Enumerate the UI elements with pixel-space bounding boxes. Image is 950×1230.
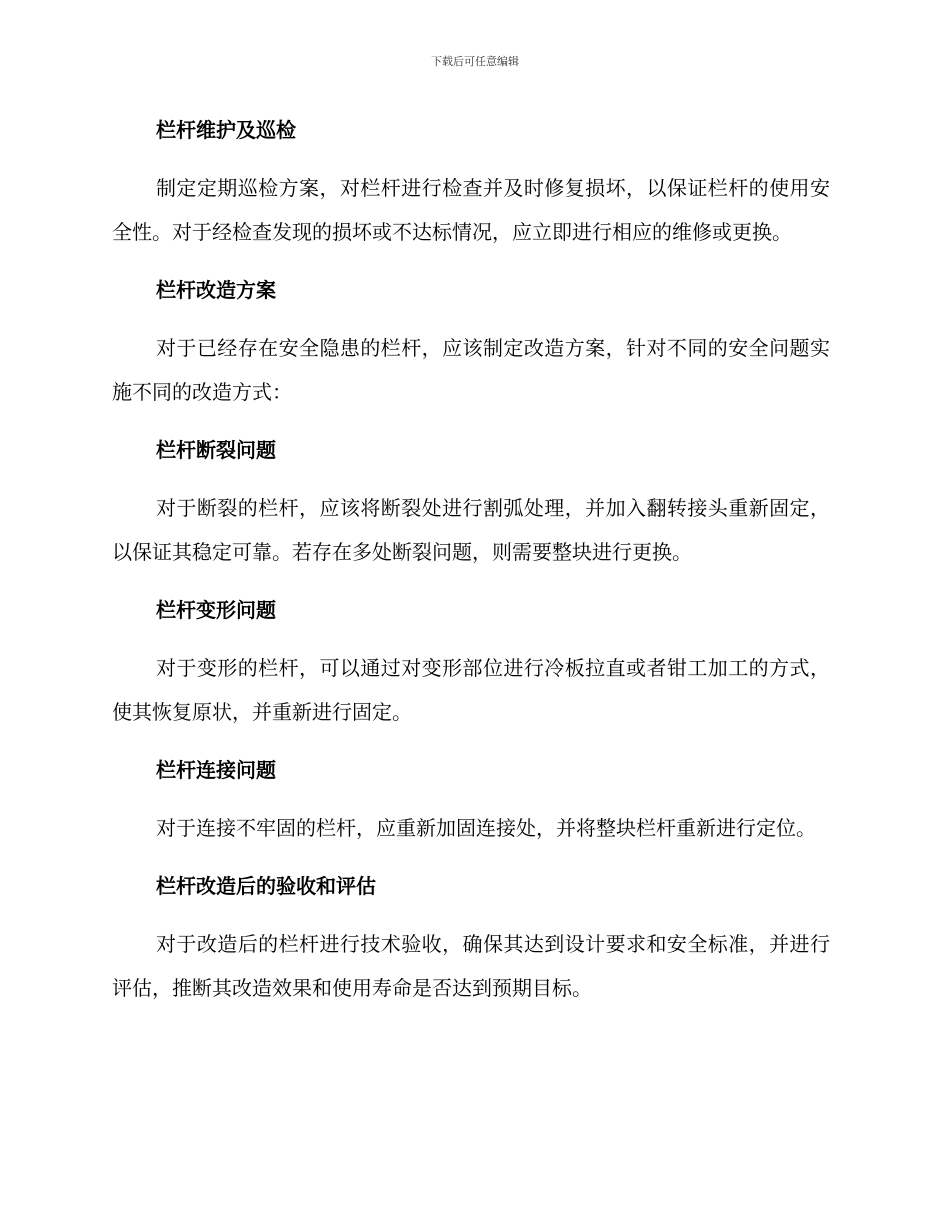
section-heading: 栏杆改造后的验收和评估 (156, 874, 376, 898)
section-paragraph: 对于变形的栏杆，可以通过对变形部位进行冷板拉直或者钳工加工的方式，使其恢复原状，并重新进行固定。 (112, 656, 830, 724)
section-heading: 栏杆改造方案 (156, 278, 276, 302)
section-heading: 栏杆连接问题 (156, 758, 276, 782)
section-fracture (112, 428, 830, 588)
section-paragraph: 对于连接不牢固的栏杆，应重新加固连接处，并将整块栏杆重新进行定位。 (156, 816, 816, 840)
section-acceptance (112, 864, 830, 1010)
section-paragraph: 对于改造后的栏杆进行技术验收，确保其达到设计要求和安全标准，并进行评估，推断其改造效果和使用寿命是否达到预期目标。 (112, 932, 830, 1000)
section-paragraph: 制定定期巡检方案，对栏杆进行检查并及时修复损坏，以保证栏杆的使用安全性。对于经检查发现的损坏或不达标情况，应立即进行相应的维修或更换。 (112, 176, 830, 244)
section-paragraph: 对于已经存在安全隐患的栏杆，应该制定改造方案，针对不同的安全问题实施不同的改造方式： (112, 336, 830, 404)
section-heading: 栏杆维护及巡检 (156, 118, 296, 142)
section-heading: 栏杆断裂问题 (156, 438, 276, 462)
section-maintenance (112, 108, 830, 268)
section-deformation (112, 588, 830, 748)
section-paragraph: 对于断裂的栏杆，应该将断裂处进行割弧处理，并加入翻转接头重新固定，以保证其稳定可靠。若存在多处断裂问题，则需要整块进行更换。 (112, 496, 830, 564)
page-header: 下载后可任意编辑 (431, 55, 519, 68)
section-heading: 栏杆变形问题 (156, 598, 276, 622)
section-renovation-plan (112, 268, 830, 428)
document-body (112, 108, 830, 1010)
section-connection (112, 748, 830, 864)
